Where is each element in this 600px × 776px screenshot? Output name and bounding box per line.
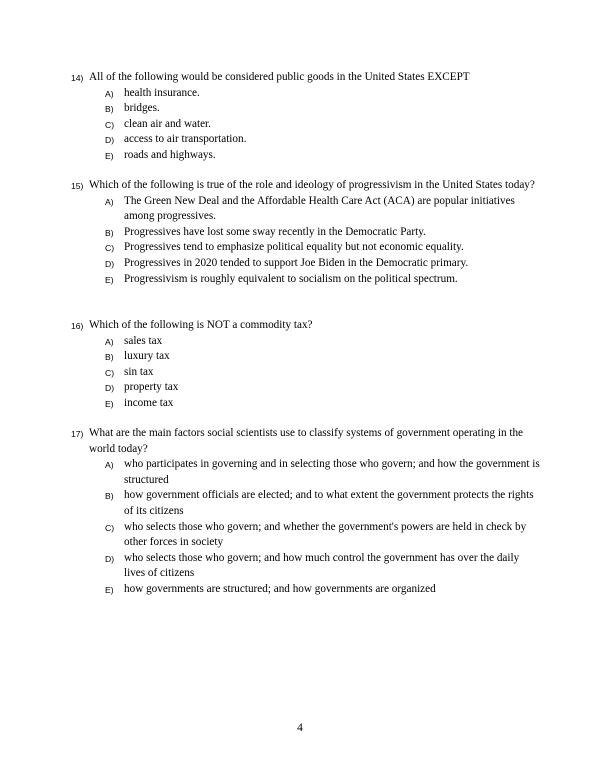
option-c: [71, 117, 541, 133]
option-e: [71, 396, 541, 412]
option-a: [71, 457, 541, 488]
option-letter: B): [105, 352, 114, 363]
question-text: Which of the following is true of the role and ideology of progressivism in the United States today?: [89, 179, 535, 191]
option-text: clean air and water.: [124, 117, 211, 130]
option-a: [71, 194, 541, 225]
option-text: who participates in governing and in selecting those who govern; and how the government is structured: [124, 458, 540, 486]
option-d: [71, 132, 541, 148]
page-number: 4: [297, 722, 303, 734]
option-d: [71, 551, 541, 582]
answer-options: [71, 457, 541, 597]
option-text: The Green New Deal and the Affordable Health Care Act (ACA) are popular initiatives among progressives.: [124, 194, 515, 223]
option-letter: C): [105, 243, 115, 254]
option-e: [71, 272, 541, 288]
option-letter: E): [105, 398, 114, 409]
option-text: income tax: [124, 396, 174, 409]
option-d: [71, 256, 541, 272]
option-c: [71, 365, 541, 381]
option-letter: B): [105, 227, 114, 238]
question-text: Which of the following is NOT a commodity tax?: [89, 319, 313, 331]
option-letter: E): [105, 274, 114, 285]
option-b: [71, 101, 541, 117]
question-16: [71, 318, 541, 412]
option-text: Progressives tend to emphasize political equality but not economic equality.: [124, 241, 464, 254]
option-text: who selects those who govern; and how much control the government has over the daily lives of citizens: [124, 551, 520, 580]
option-b: [71, 225, 541, 241]
option-text: health insurance.: [124, 86, 200, 99]
option-letter: B): [105, 104, 114, 115]
option-text: sin tax: [124, 365, 154, 378]
option-letter: A): [105, 88, 114, 99]
option-letter: D): [105, 383, 115, 394]
question-number: 15): [71, 181, 84, 191]
option-e: [71, 582, 541, 598]
question-number: 16): [71, 321, 84, 331]
option-text: access to air transportation.: [124, 133, 247, 146]
question-number: 17): [71, 429, 84, 439]
question-stem: [71, 70, 541, 86]
answer-options: [71, 334, 541, 412]
option-letter: A): [105, 196, 114, 207]
question-text: All of the following would be considered public goods in the United States EXCEPT: [89, 71, 470, 83]
question-number: 14): [71, 73, 84, 83]
option-letter: E): [105, 150, 114, 161]
option-text: sales tax: [124, 334, 163, 347]
option-letter: C): [105, 119, 115, 130]
option-letter: D): [105, 553, 115, 564]
option-letter: A): [105, 460, 114, 471]
option-text: who selects those who govern; and whether the government's powers are held in check by other forces in society: [124, 520, 527, 549]
option-c: [71, 520, 541, 551]
option-d: [71, 380, 541, 396]
option-letter: B): [105, 491, 114, 502]
option-text: Progressives have lost some sway recently in the Democratic Party.: [124, 225, 426, 238]
option-e: [71, 148, 541, 164]
question-stem: [71, 178, 541, 194]
option-letter: D): [105, 258, 115, 269]
option-text: Progressivism is roughly equivalent to socialism on the political spectrum.: [124, 272, 458, 285]
option-text: bridges.: [124, 102, 160, 115]
option-a: [71, 86, 541, 102]
question-text: What are the main factors social scientists use to classify systems of government operating in the world today?: [89, 427, 524, 455]
option-text: Progressives in 2020 tended to support Joe Biden in the Democratic primary.: [124, 256, 469, 269]
option-b: [71, 488, 541, 519]
answer-options: [71, 194, 541, 288]
option-letter: A): [105, 336, 114, 347]
option-text: property tax: [124, 381, 179, 394]
option-c: [71, 240, 541, 256]
question-stem: [71, 318, 541, 334]
option-text: how governments are structured; and how governments are organized: [124, 582, 436, 595]
question-14: [71, 70, 541, 164]
question-15: [71, 178, 541, 287]
option-text: how government officials are elected; and to what extent the government protects the rights of its citizens: [124, 489, 534, 517]
option-b: [71, 349, 541, 365]
option-text: roads and highways.: [124, 148, 216, 161]
option-letter: D): [105, 135, 115, 146]
question-stem: [71, 426, 541, 457]
question-17: [71, 426, 541, 598]
option-a: [71, 334, 541, 350]
answer-options: [71, 86, 541, 164]
option-letter: C): [105, 367, 115, 378]
option-letter: E): [105, 584, 114, 595]
option-text: luxury tax: [124, 350, 170, 363]
option-letter: C): [105, 522, 115, 533]
